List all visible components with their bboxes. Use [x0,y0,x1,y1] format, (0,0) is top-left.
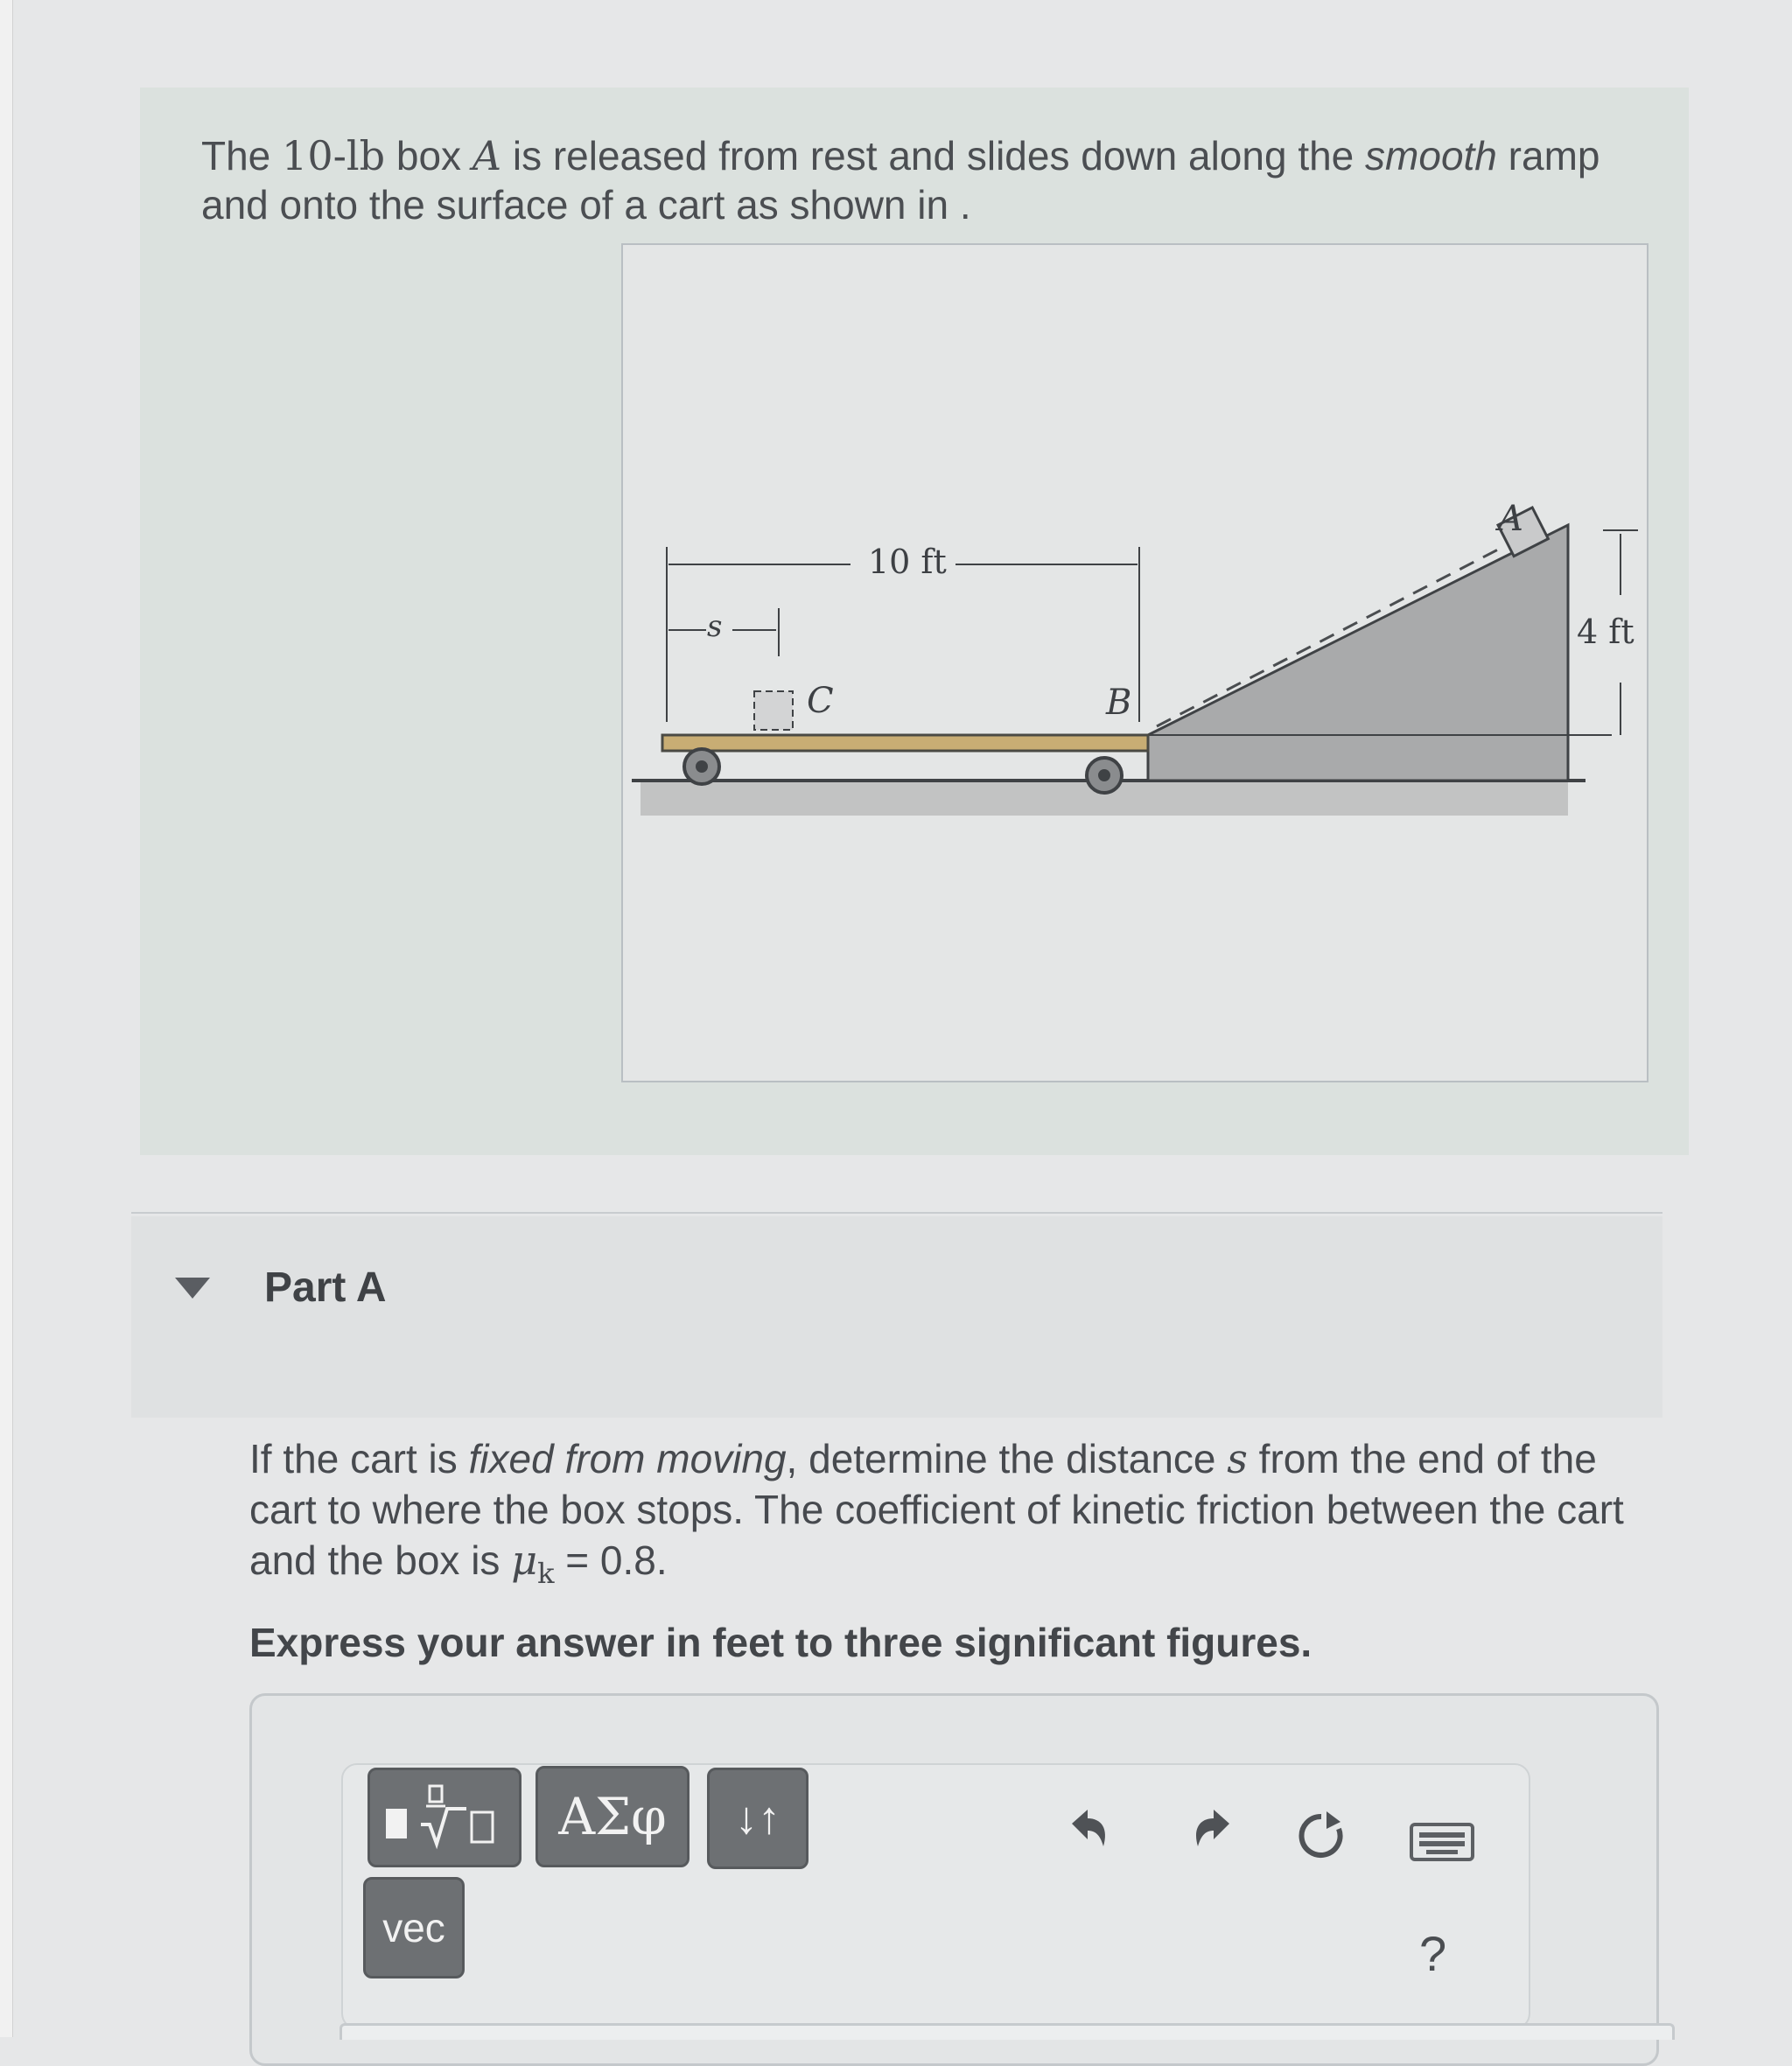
templates-button[interactable] [368,1768,522,1867]
problem-statement: The 10-lb box A is released from rest and slides down along the smooth ramp and onto the surface of a cart as shown in . [201,132,1600,228]
part-a-header[interactable] [131,1216,1662,1418]
answer-instruction: Express your answer in feet to three significant figures. [249,1620,1312,1665]
ramp-block [1148,525,1568,781]
greek-symbols-button[interactable]: ΑΣφ [536,1766,690,1867]
arrows-button[interactable]: ↓↑ [707,1768,808,1869]
part-a-title[interactable]: Part A [264,1264,387,1311]
vec-button[interactable]: vec [363,1877,465,1978]
cart-plank [662,735,1148,751]
box-at-c [754,691,793,730]
page-edge [0,0,13,2037]
redo-icon[interactable] [1186,1803,1238,1855]
label-b: B [1106,683,1132,723]
label-10ft: 10 ft [868,543,947,581]
label-s: s [707,609,723,644]
label-box-a: A [1498,499,1523,539]
reset-icon[interactable] [1295,1810,1348,1862]
answer-input[interactable] [340,2023,1675,2040]
fraction-sqrt-icon [379,1782,510,1852]
keyboard-icon[interactable] [1409,1822,1475,1862]
collapse-triangle-icon[interactable] [175,1278,210,1299]
label-c: C [807,681,834,721]
ramp-cart-diagram [623,245,1647,1081]
help-button[interactable]: ? [1419,1926,1447,1981]
part-divider [131,1212,1662,1214]
part-a-question: If the cart is fixed from moving, determine the distance s from the end of the cart to where the box stops. The coefficient of kinetic friction between the cart and the box is $\mu_k = 0.8$. [249,1435,1624,1591]
problem-figure [621,243,1648,1082]
label-4ft: 4 ft [1577,613,1634,651]
undo-icon[interactable] [1063,1803,1116,1855]
